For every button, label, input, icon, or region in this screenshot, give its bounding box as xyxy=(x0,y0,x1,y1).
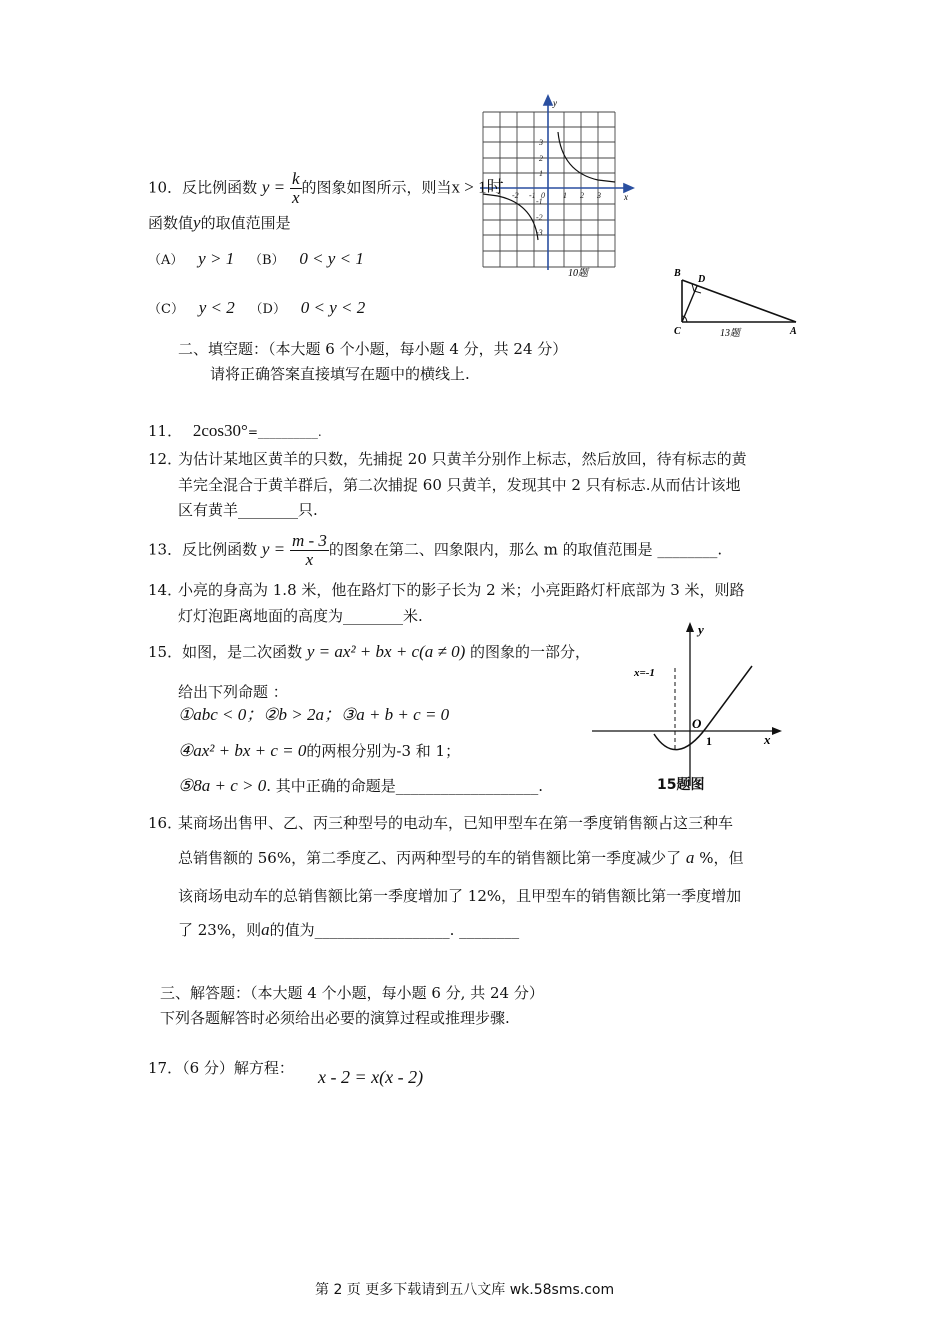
tri-B: B xyxy=(674,268,681,279)
q16-line3: 该商场电动车的总销售额比第一季度增加了 12%，且甲型车的销售额比第一季度增加 xyxy=(178,887,742,905)
q16-l4a: 了 23%，则 xyxy=(178,921,262,939)
q10-optB-label: （B） xyxy=(248,253,285,268)
tri-A: A xyxy=(790,326,797,337)
tri-D: D xyxy=(698,274,706,285)
q10-pre: 反比例函数 xyxy=(182,178,258,197)
q10-fig-x: x xyxy=(624,192,628,202)
q10-tick-x1: 1 xyxy=(563,191,567,200)
q12-line2: 羊完全混合于黄羊群后，第二次捕捉 60 只黄羊，发现其中 2 只有标志.从而估计该地 xyxy=(178,476,741,494)
q10-tick-y1: 1 xyxy=(539,169,543,178)
q10-var-y: y xyxy=(193,213,201,232)
q13-fraction xyxy=(290,532,329,569)
q10-line2 xyxy=(148,213,291,233)
q10-line1 xyxy=(148,170,504,207)
q11-blank: =__________. xyxy=(247,425,322,439)
q15-line5 xyxy=(178,776,543,796)
q15-fig-o: O xyxy=(692,716,702,731)
q16-l4v: a xyxy=(261,920,270,939)
q15-l5b: . 其中正确的命题是___________________. xyxy=(266,777,544,795)
q14-line1: 小亮的身高为 1.8 米，他在路灯下的影子长为 2 米；小亮距路灯杆底部为 3 米，则路 xyxy=(178,581,745,599)
q10-post: 的图象如图所示，则当 xyxy=(301,178,452,197)
q17-equation: x - 2 = x(x - 2) xyxy=(318,1067,424,1087)
q15-fig-xeq: x=-1 xyxy=(634,667,655,679)
q16-line2 xyxy=(178,848,743,868)
q15-l4a: ④ax² + bx + c = 0 xyxy=(178,741,307,760)
q10-number: 10． xyxy=(148,178,183,197)
q10-optA: y > 1 xyxy=(198,249,235,268)
q10-tick-xm1: -1 xyxy=(529,191,536,200)
q10-line2b: 的取值范围是 xyxy=(200,214,291,232)
q10-tick-ym2: -2 xyxy=(536,213,543,222)
q17-label: （6 分）解方程： xyxy=(182,1059,294,1077)
q10-frac-den: x xyxy=(291,188,300,207)
section3-note: 下列各题解答时必须给出必要的演算过程或推理步骤. xyxy=(160,1009,510,1027)
tri-caption: 13题 xyxy=(720,328,740,339)
q15-line1 xyxy=(148,642,590,662)
q11-expr: 2cos30° xyxy=(192,421,248,440)
q10-fn-lhs: y = xyxy=(261,177,286,197)
q15-line2: 给出下列命题 ： xyxy=(178,683,288,701)
q10-tick-o: 0 xyxy=(541,191,545,200)
q10-tick-xm2: -2 xyxy=(512,191,519,200)
q16-line1: 某商场出售甲、乙、丙三种型号的电动车，已知甲型车在第一季度销售额占这三种车 xyxy=(178,814,734,832)
q11 xyxy=(148,421,322,442)
section2-title: 二、填空题：（本大题 6 个小题，每小题 4 分，共 24 分） xyxy=(178,340,568,358)
q12-line3: 区有黄羊________只. xyxy=(178,501,318,519)
q10-optC-label: （C） xyxy=(148,302,184,317)
q15-l5a: ⑤8a + c > 0 xyxy=(178,776,267,795)
q10-options-ab xyxy=(148,249,364,271)
q15-fig-caption: 15题图 xyxy=(657,777,705,793)
q15-l1b: 的图象的一部分， xyxy=(470,643,591,661)
q13-pre: 反比例函数 xyxy=(182,540,258,559)
section3-title: 三、解答题：（本大题 4 个小题，每小题 6 分, 共 24 分） xyxy=(160,984,544,1002)
q10-line2a: 函数值 xyxy=(148,214,194,232)
q10-tick-y2: 2 xyxy=(539,154,543,163)
q10-optD: 0 < y < 2 xyxy=(300,298,366,317)
q12-number: 12． xyxy=(148,450,183,468)
q10-frac-num: k xyxy=(291,169,300,188)
q15-fig-y: y xyxy=(698,622,704,637)
q16-l2a: 总销售额的 56%，第二季度乙、丙两种型号的车的销售额比第一季度减少了 xyxy=(178,849,682,867)
q10-tick-y3: 3 xyxy=(539,138,543,147)
q15-l1expr: y = ax² + bx + c(a ≠ 0) xyxy=(306,642,466,661)
q17 xyxy=(148,1058,294,1078)
q10-options-cd xyxy=(148,298,365,320)
q16-l4b: 的值为__________________. ________ xyxy=(269,921,520,939)
q13-frac-num: m - 3 xyxy=(291,531,327,550)
section2-note: 请将正确答案直接填写在题中的横线上. xyxy=(210,365,470,383)
q15-l4b: 的两根分别为-3 和 1； xyxy=(306,742,461,760)
q17-number: 17． xyxy=(148,1059,183,1077)
q10-tick-x2: 2 xyxy=(580,191,584,200)
tri-C: C xyxy=(674,326,681,337)
q10-optD-label: （D） xyxy=(249,302,286,317)
page-footer: 第 2 页 更多下载请到五八文库 wk.58sms.com xyxy=(315,1282,615,1298)
q10-fig-y: y xyxy=(553,98,557,108)
triangle-figure xyxy=(670,262,810,342)
q14-line2: 灯灯泡距离地面的高度为________米. xyxy=(178,607,423,625)
q10-fig-caption: 10题 xyxy=(568,268,588,279)
q13-fn-lhs: y = xyxy=(261,539,286,559)
q13-frac-den: x xyxy=(305,550,314,569)
q13-number: 13． xyxy=(148,540,183,559)
q10-tick-ym3: -3 xyxy=(536,228,543,237)
q15-fig-one: 1 xyxy=(706,734,712,748)
q15-l1a: 如图，是二次函数 xyxy=(182,643,303,661)
q10-tick-ym1: -1 xyxy=(536,197,543,206)
q16-line4 xyxy=(178,920,519,940)
q10-optA-label: （A） xyxy=(148,253,184,268)
q15-fig-x: x xyxy=(764,732,771,747)
q13-post: 的图象在第二、四象限内，那么 m 的取值范围是 ________. xyxy=(328,540,723,559)
q10-tick-x3: 3 xyxy=(597,191,601,200)
q10-optC: y < 2 xyxy=(198,298,235,317)
q14-number: 14． xyxy=(148,581,183,599)
q10-optB: 0 < y < 1 xyxy=(299,249,364,268)
q16-l2v: a xyxy=(685,848,695,867)
q15-number: 15． xyxy=(148,643,183,661)
q12-line1: 为估计某地区黄羊的只数，先捕捉 20 只黄羊分别作上标志，然后放回，待有标志的黄 xyxy=(178,450,747,468)
q10-cond: x > 1时 xyxy=(451,177,504,197)
q10-fraction xyxy=(290,170,302,207)
q16-l2b: %，但 xyxy=(699,849,744,867)
q13 xyxy=(148,532,722,569)
q11-number: 11． xyxy=(148,422,183,440)
q16-number: 16． xyxy=(148,814,183,832)
q15-line4 xyxy=(178,741,460,761)
q15-line3: ①abc < 0；②b > 2a；③a + b + c = 0 xyxy=(178,705,450,724)
